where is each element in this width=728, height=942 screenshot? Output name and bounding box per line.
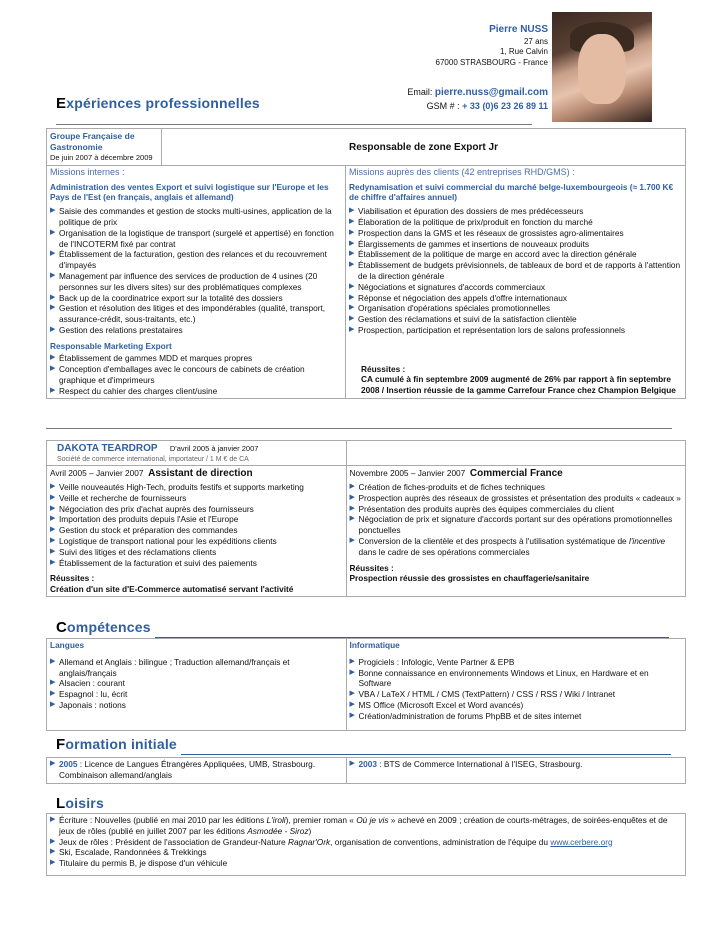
text-part: ), premier roman « bbox=[285, 815, 357, 825]
person-name: Pierre NUSS bbox=[489, 24, 548, 35]
job2-left-list bbox=[50, 482, 343, 568]
email-gsm-block bbox=[407, 86, 548, 113]
education-left-cell bbox=[47, 758, 347, 784]
job1-company-cell bbox=[47, 129, 162, 166]
job2-left-cell bbox=[47, 466, 347, 597]
job1-title: Responsable de zone Export Jr bbox=[349, 141, 498, 153]
text-italic: L'iroli bbox=[266, 815, 286, 825]
text-part: Jeux de rôles : Président de l'association de Grandeur-Nature bbox=[59, 836, 288, 847]
list-item: ▶ Progiciels : Infologic, Vente Partner & EPB bbox=[350, 657, 682, 668]
divider bbox=[46, 428, 672, 429]
text-italic: Où je vis bbox=[356, 815, 389, 825]
list-item: ▶ VBA / LaTeX / HTML / CMS (TextPattern) / CSS / RSS / Wiki / Intranet bbox=[350, 689, 682, 700]
job1-table bbox=[46, 128, 686, 399]
list-item: ▶ Management par influence des services de production de 4 usines (20 personnes sur les divers sites) sur des problématiques complexes bbox=[50, 271, 342, 293]
list-item: ▶ Gestion des réclamations et suivi de la satisfaction clientèle bbox=[349, 314, 682, 325]
text-italic: Ragnar'Ork bbox=[287, 836, 331, 847]
list-item: ▶ Négociation des prix d'achat auprès des fournisseurs bbox=[50, 504, 343, 515]
job1-client-cell bbox=[346, 166, 686, 399]
education-text: : Licence de Langues Étrangères Appliquées, UMB, Strasbourg. Combinaison allemand/anglais bbox=[59, 759, 315, 780]
list-item: ▶ Espagnol : lu, écrit bbox=[50, 689, 343, 700]
job1-internal-label: Missions internes : bbox=[50, 167, 125, 177]
job1-title-cell bbox=[162, 129, 686, 166]
cerbere-link[interactable]: www.cerbere.org bbox=[550, 836, 613, 847]
job2-right-list bbox=[350, 482, 682, 557]
list-item bbox=[50, 837, 682, 848]
text-italic: l'incentive bbox=[628, 536, 666, 546]
list-item: ▶ Organisation de la logistique de transport (surgelé et appertisé) en fonction de l'INCOTERM fixé par contrat bbox=[50, 228, 342, 250]
profile-photo bbox=[552, 12, 652, 122]
job2-dates: D'avril 2005 à janvier 2007 bbox=[169, 444, 259, 453]
job2-right-success: Prospection réussie des grossistes en chauffagerie/sanitaire bbox=[349, 573, 590, 584]
list-item: ▶ Prospection auprès des réseaux de grossistes et présentation des produits « cadeaux » bbox=[350, 493, 682, 504]
section-title-experience bbox=[56, 95, 260, 114]
list-item: ▶ Négociation de prix et signature d'accords portant sur des opérations promotionnelles ponctuelles bbox=[350, 514, 682, 536]
photo-face bbox=[578, 34, 626, 104]
education-item bbox=[50, 759, 343, 781]
job1-dates: De juin 2007 à décembre 2009 bbox=[50, 153, 153, 163]
section-rest: ormation initiale bbox=[65, 736, 177, 752]
list-item: ▶ Respect du cahier des charges client/usine bbox=[50, 386, 342, 397]
job2-left-dates: Avril 2005 – Janvier 2007 bbox=[50, 468, 144, 479]
list-item: ▶ Gestion du stock et préparation des commandes bbox=[50, 525, 343, 536]
text-italic: Asmodée - Siroz bbox=[247, 825, 309, 836]
section-title-hobbies bbox=[56, 795, 658, 814]
list-item: ▶ Bonne connaissance en environnements Windows et Linux, en Hardware et en Software bbox=[350, 668, 682, 690]
list-item: ▶ Veille et recherche de fournisseurs bbox=[50, 493, 343, 504]
education-year: 2005 bbox=[59, 759, 78, 769]
list-item: ▶ Présentation des produits auprès des équipes commerciales du client bbox=[350, 504, 682, 515]
job1-company: Groupe Française de Gastronomie bbox=[50, 131, 135, 153]
skills-it-label: Informatique bbox=[349, 640, 400, 650]
text-part: dans le cadre de ses opérations commerciales bbox=[358, 546, 530, 557]
job2-company: DAKOTA TEARDROP bbox=[57, 443, 158, 454]
skills-lang-label: Langues bbox=[50, 640, 85, 650]
contact-block bbox=[436, 23, 548, 69]
skills-lang-list bbox=[50, 657, 343, 711]
gsm-label: GSM # : bbox=[426, 101, 460, 111]
job1-internal-cell bbox=[47, 166, 346, 399]
job2-right-success-label: Réussites : bbox=[349, 562, 394, 573]
list-item: ▶ Établissement de la facturation, gestion des relances et du recouvrement d'impayés bbox=[50, 249, 342, 271]
list-item: ▶ Gestion et résolution des litiges et des impondérables (qualité, transport, assurance-crédit, sous-traitants, etc.) bbox=[50, 303, 342, 325]
job2-company-cell bbox=[47, 441, 347, 466]
job2-left-success: Création d'un site d'E-Commerce automatisé servant l'activité bbox=[50, 584, 294, 595]
list-item bbox=[350, 536, 682, 558]
job2-empty-cell bbox=[346, 441, 685, 466]
job1-internal-heading: Administration des ventes Export et suivi logistique sur l'Europe et les Pays de l'Est (en français, anglais et allemand) bbox=[50, 181, 329, 203]
hobbies-table bbox=[46, 813, 686, 876]
text-part: Conversion de la clientèle et des prospects à l'utilisation systématique de bbox=[358, 536, 629, 546]
list-item: ▶ Ski, Escalade, Randonnées & Trekkings bbox=[50, 847, 682, 858]
list-item: ▶ Viabilisation et épuration des dossiers de mes prédécesseurs bbox=[349, 206, 682, 217]
text-part: Écriture : Nouvelles (publié en mai 2010 par les éditions bbox=[59, 815, 267, 825]
job2-desc: Société de commerce international, importateur / 1 M € de CA bbox=[57, 456, 249, 463]
job1-internal-list bbox=[50, 206, 342, 335]
job1-success-label: Réussites : bbox=[361, 363, 406, 374]
job1-success-block bbox=[349, 364, 682, 396]
list-item: ▶ Allemand et Anglais : bilingue ; Traduction allemand/français et anglais/français bbox=[50, 657, 343, 679]
skills-lang-cell bbox=[47, 639, 347, 731]
list-item: ▶ Logistique de transport national pour les expéditions clients bbox=[50, 536, 343, 547]
list-item: ▶ Gestion des relations prestataires bbox=[50, 325, 342, 336]
skills-it-list bbox=[350, 657, 682, 722]
text-part: ) bbox=[308, 825, 312, 836]
list-item: ▶ Établissement de gammes MDD et marques propres bbox=[50, 353, 342, 364]
skills-table bbox=[46, 638, 686, 731]
job2-left-title: Assistant de direction bbox=[148, 468, 253, 480]
age: 27 ans bbox=[523, 36, 548, 46]
section-title-education bbox=[56, 736, 671, 755]
education-item bbox=[350, 759, 682, 770]
list-item: ▶ Conception d'emballages avec le concours de cabinets de création graphique et d'imprimeurs bbox=[50, 364, 342, 386]
list-item: ▶ Établissement de la facturation et suivi des paiements bbox=[50, 558, 343, 569]
divider bbox=[56, 124, 532, 125]
job2-left-success-label: Réussites : bbox=[50, 573, 95, 584]
email-label: Email: bbox=[407, 87, 433, 97]
hobbies-cell bbox=[47, 814, 686, 876]
list-item: ▶ Suivi des litiges et des réclamations clients bbox=[50, 547, 343, 558]
job1-client-heading: Redynamisation et suivi commercial du marché belge-luxembourgeois (≈ 1.700 K€ de chiffre d'affaires annuel) bbox=[349, 181, 674, 203]
list-item: ▶ Négociations et signatures d'accords commerciaux bbox=[349, 282, 682, 293]
city: 67000 STRASBOURG - France bbox=[435, 58, 548, 68]
list-item: ▶ Japonais : notions bbox=[50, 700, 343, 711]
skills-it-cell bbox=[346, 639, 685, 731]
list-item: ▶ Élaboration de la politique de prix/produit en fonction du marché bbox=[349, 217, 682, 228]
section-initial: F bbox=[56, 736, 66, 753]
section-initial: C bbox=[56, 619, 68, 636]
list-item: ▶ Veille nouveautés High-Tech, produits festifs et supports marketing bbox=[50, 482, 343, 493]
list-item: ▶ Réponse et négociation des appels d'offre internationaux bbox=[349, 293, 682, 304]
list-item: ▶ Organisation d'opérations spéciales promotionnelles bbox=[349, 303, 682, 314]
list-item: ▶ Prospection dans la GMS et les réseaux de grossistes agro-alimentaires bbox=[349, 228, 682, 239]
job2-right-title: Commercial France bbox=[469, 468, 563, 480]
hobbies-list bbox=[50, 815, 682, 869]
section-rest: xpériences professionnelles bbox=[66, 95, 260, 111]
section-initial: L bbox=[56, 795, 66, 812]
job1-client-label: Missions auprès des clients (42 entreprises RHD/GMS) : bbox=[349, 167, 575, 177]
job2-right-cell bbox=[346, 466, 685, 597]
list-item: ▶ Établissement de budgets prévisionnels, de tableaux de bord et de rapports à l'attention de la direction générale bbox=[349, 260, 682, 282]
section-rest: ompétences bbox=[67, 619, 151, 635]
text-part: » achevé en 2009 ; création de courts-métrages, de soirées-enquêtes et de jeux de rôles (publié en juillet 2007 par les éditions bbox=[59, 815, 668, 836]
street: 1, Rue Calvin bbox=[499, 47, 548, 57]
list-item: ▶ Établissement de la politique de marge en accord avec la direction générale bbox=[349, 249, 682, 260]
list-item: ▶ Élargissements de gammes et insertions de nouveaux produits bbox=[349, 239, 682, 250]
education-table bbox=[46, 757, 686, 784]
text-part: , organisation de conventions, administration de l'équipe du bbox=[330, 836, 551, 847]
job2-table bbox=[46, 440, 686, 597]
list-item: ▶ Alsacien : courant bbox=[50, 678, 343, 689]
list-item: ▶ Création de fiches-produits et de fiches techniques bbox=[350, 482, 682, 493]
list-item: ▶ MS Office (Microsoft Excel et Word avancés) bbox=[350, 700, 682, 711]
job1-success-text: CA cumulé à fin septembre 2009 augmenté de 26% par rapport à fin septembre 2008 / Insertion réussie de la gamme Carrefour France chez Champion Belgique bbox=[361, 374, 676, 396]
list-item: ▶ Back up de la coordinatrice export sur la totalité des dossiers bbox=[50, 293, 342, 304]
job1-marketing-label: Responsable Marketing Export bbox=[50, 340, 172, 351]
list-item: ▶ Prospection, participation et représentation lors de salons professionnels bbox=[349, 325, 682, 336]
list-item: ▶ Création/administration de forums PhpBB et de sites internet bbox=[350, 711, 682, 722]
section-rest: oisirs bbox=[65, 795, 104, 811]
list-item: ▶ Titulaire du permis B, je dispose d'un véhicule bbox=[50, 858, 682, 869]
section-initial: E bbox=[56, 95, 67, 112]
job1-marketing-list bbox=[50, 353, 342, 396]
section-rule bbox=[181, 754, 671, 755]
job1-client-list bbox=[349, 206, 682, 335]
education-year: 2003 bbox=[358, 759, 378, 769]
list-item: ▶ Importation des produits depuis l'Asie et l'Europe bbox=[50, 514, 343, 525]
list-item: ▶ Saisie des commandes et gestion de stocks multi-usines, application de la politique de prix bbox=[50, 206, 342, 228]
education-text: : BTS de Commerce International à l'ISEG, Strasbourg. bbox=[377, 759, 583, 769]
email-value[interactable]: pierre.nuss@gmail.com bbox=[434, 87, 548, 98]
list-item bbox=[50, 815, 682, 837]
section-title-skills bbox=[56, 619, 669, 638]
job2-right-dates: Novembre 2005 – Janvier 2007 bbox=[349, 468, 466, 479]
gsm-value: + 33 (0)6 23 26 89 11 bbox=[462, 101, 548, 111]
education-right-cell bbox=[346, 758, 685, 784]
